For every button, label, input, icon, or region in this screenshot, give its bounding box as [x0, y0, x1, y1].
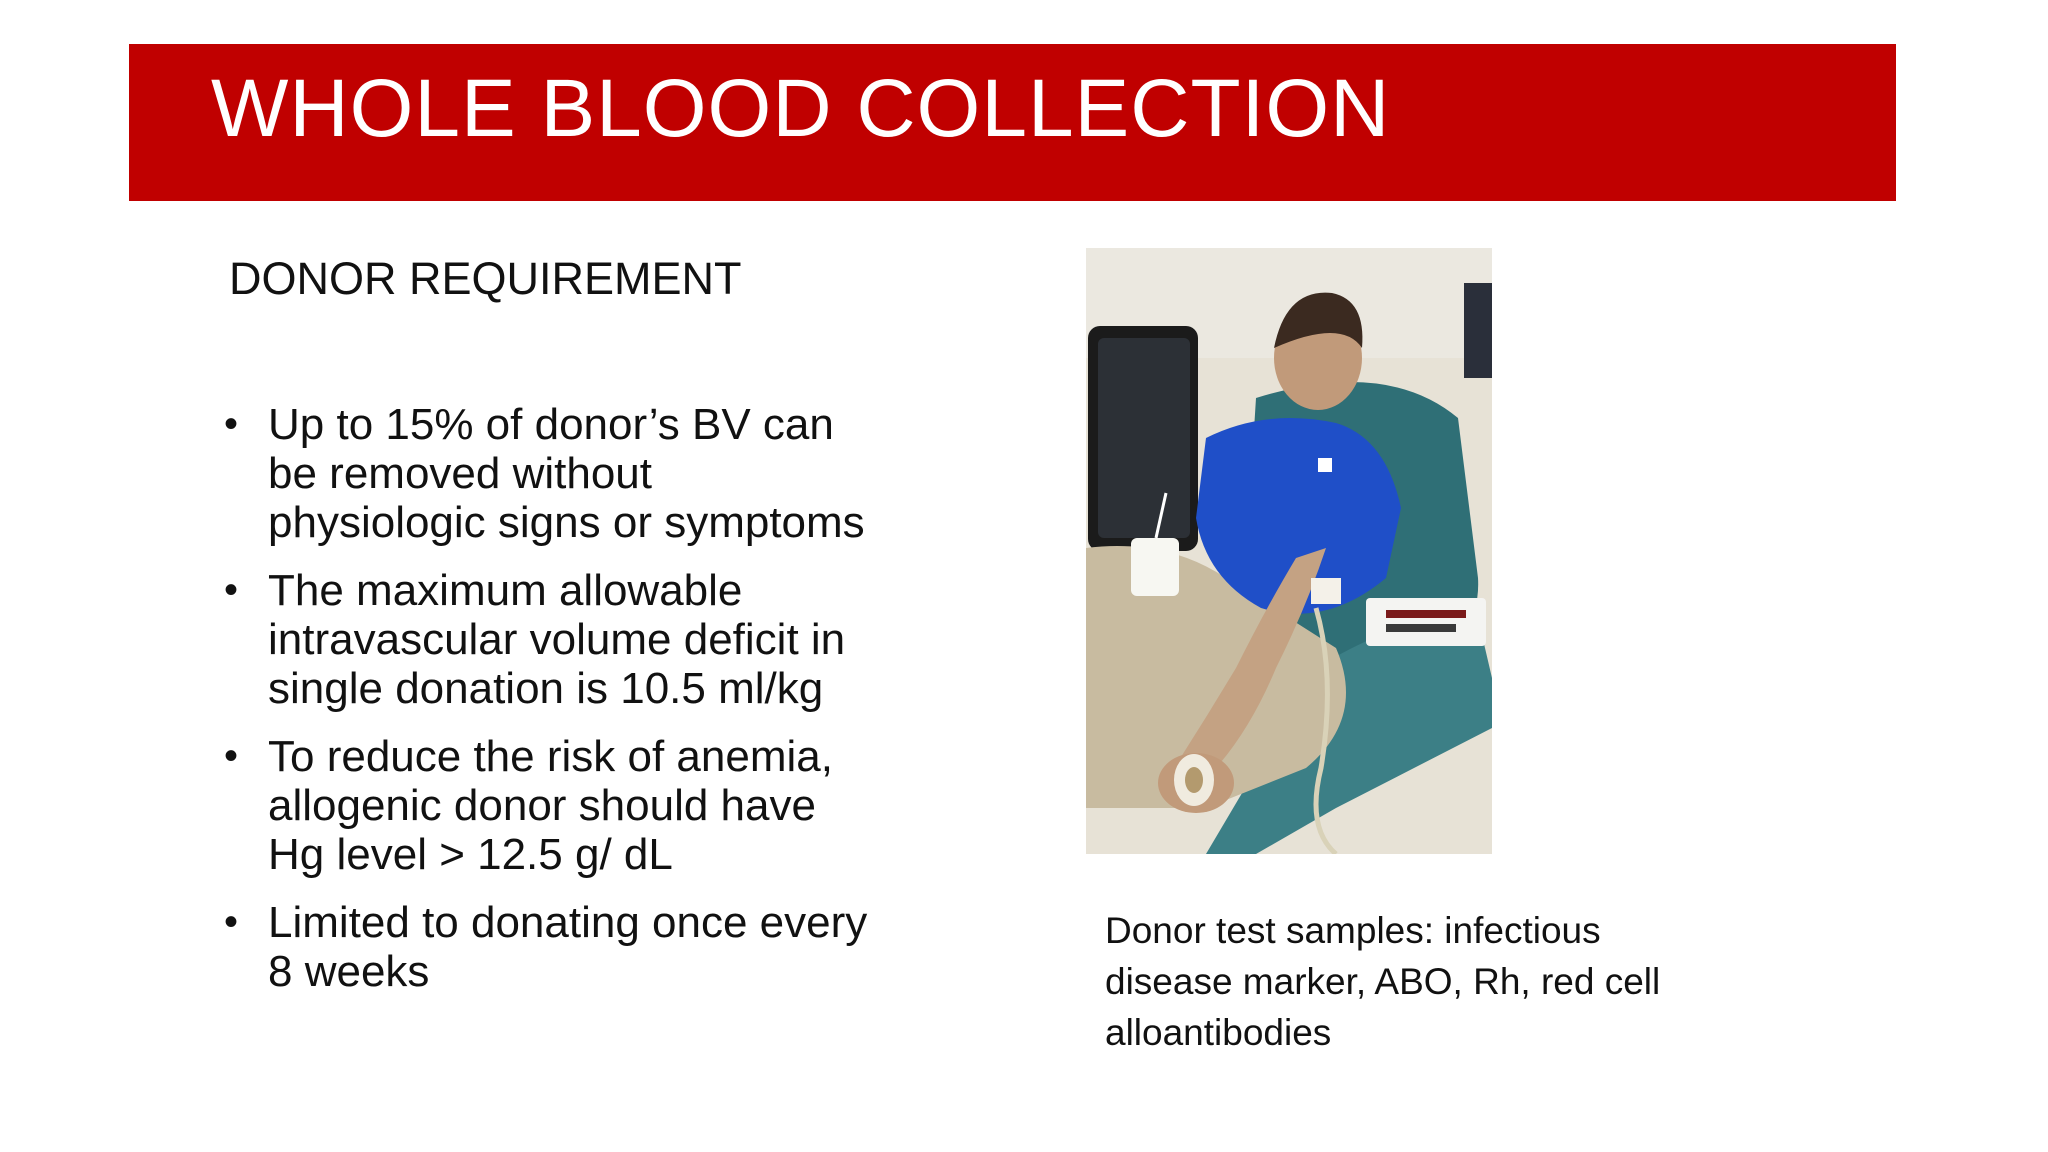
bullet-icon: •: [224, 402, 239, 446]
bullet-text: The maximum allowable intravascular volume deficit in single donation is 10.5 ml/kg: [268, 566, 846, 713]
section-heading: DONOR REQUIREMENT: [229, 253, 742, 304]
bullet-text: Up to 15% of donor’s BV can be removed without physiologic signs or symptoms: [268, 400, 865, 547]
bullet-list: [224, 400, 944, 1015]
blood-donor-photo: [1086, 248, 1492, 854]
slide-title: WHOLE BLOOD COLLECTION: [211, 63, 1391, 154]
bullet-item: [224, 566, 944, 713]
bullet-item: [224, 732, 944, 879]
bullet-icon: •: [224, 568, 239, 612]
blood-donor-illustration: [1086, 248, 1492, 854]
bullet-item: [224, 898, 944, 996]
title-bar: [129, 44, 1896, 201]
bullet-icon: •: [224, 900, 239, 944]
photo-caption: Donor test samples: infectious disease marker, ABO, Rh, red cell alloantibodies: [1105, 910, 1661, 1053]
bullet-text: To reduce the risk of anemia, allogenic donor should have Hg level > 12.5 g/ dL: [268, 732, 833, 879]
bullet-icon: •: [224, 734, 239, 778]
bullet-text: Limited to donating once every 8 weeks: [268, 898, 868, 996]
bullet-item: [224, 400, 944, 547]
